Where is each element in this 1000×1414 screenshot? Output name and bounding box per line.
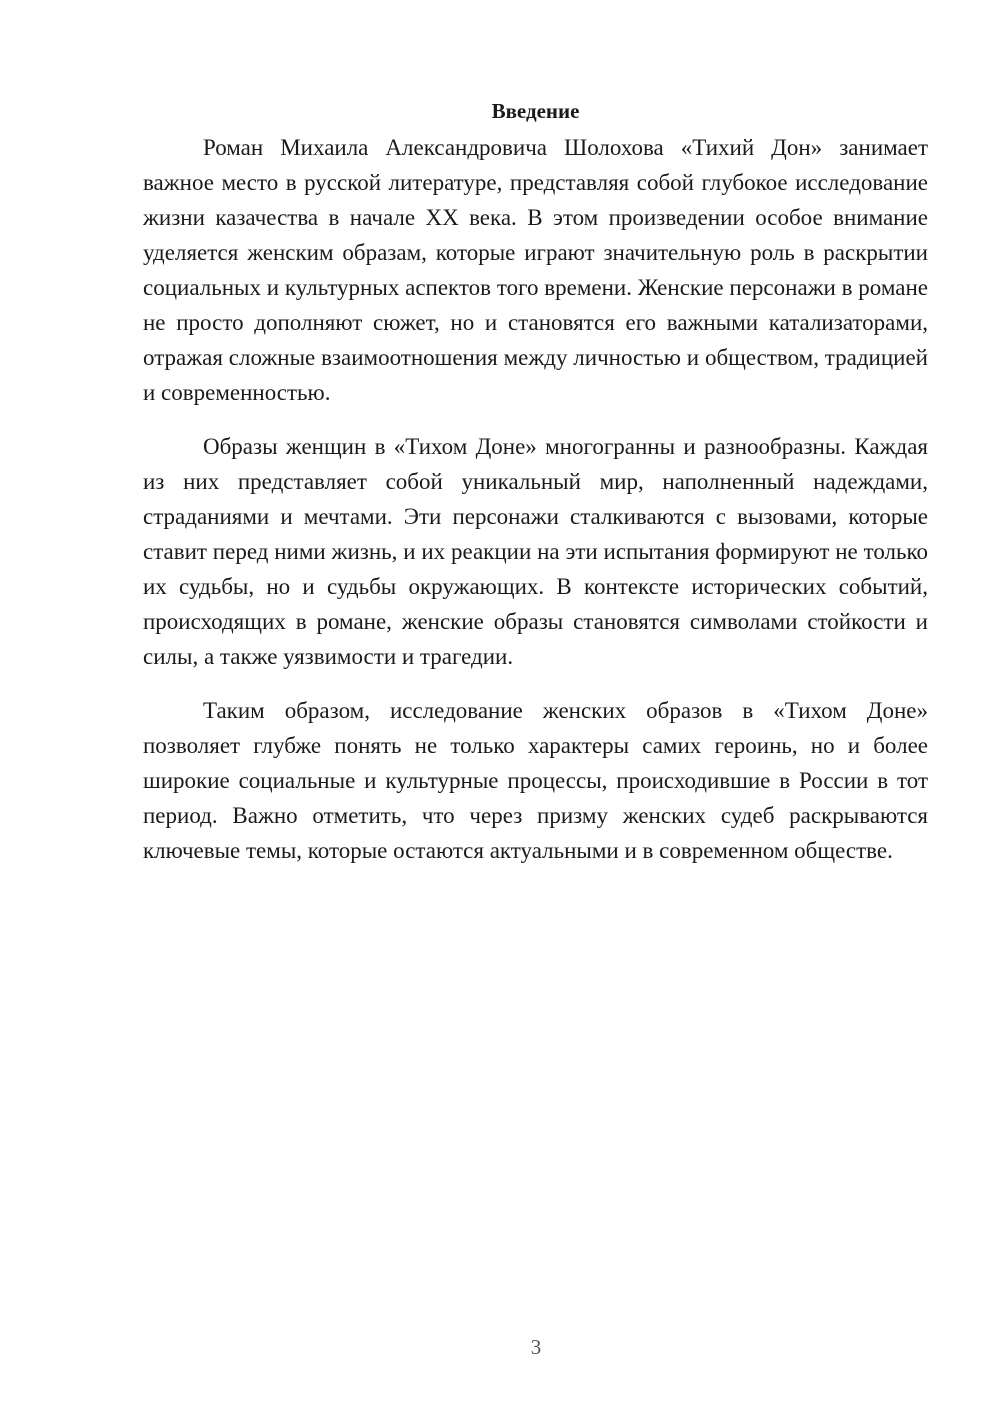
paragraph-conclusion: Таким образом, исследование женских образов в «Тихом Доне» позволяет глубже понять не только характеры самих героинь, но и более широкие социальные и культурные процессы, происходившие в России в тот период. Важно отметить, что через призму женских судеб раскрываются ключевые темы, которые остаются актуальными и в современном обществе. <box>143 698 928 863</box>
page-number-footer <box>0 1335 1000 1359</box>
page-content <box>143 96 928 887</box>
paragraph-female-images: Образы женщин в «Тихом Доне» многогранны и разнообразны. Каждая из них представляет собой уникальный мир, наполненный надеждами, страданиями и мечтами. Эти персонажи сталкиваются с вызовами, которые ставит перед ними жизнь, и их реакции на эти испытания формируют не только их судьбы, но и судьбы окружающих. В контексте исторических событий, происходящих в романе, женские образы становятся символами стойкости и силы, а также уязвимости и трагедии. <box>143 434 928 669</box>
page-number: 3 <box>530 1335 542 1359</box>
paragraph-intro: Роман Михаила Александровича Шолохова «Тихий Дон» занимает важное место в русской литературе, представляя собой глубокое исследование жизни казачества в начале XX века. В этом произведении особое внимание уделяется женским образам, которые играют значительную роль в раскрытии социальных и культурных аспектов того времени. Женские персонажи в романе не просто дополняют сюжет, но и становятся его важными катализаторами, отражая сложные взаимоотношения между личностью и обществом, традицией и современностью. <box>143 135 928 405</box>
section-heading: Введение <box>491 99 580 123</box>
